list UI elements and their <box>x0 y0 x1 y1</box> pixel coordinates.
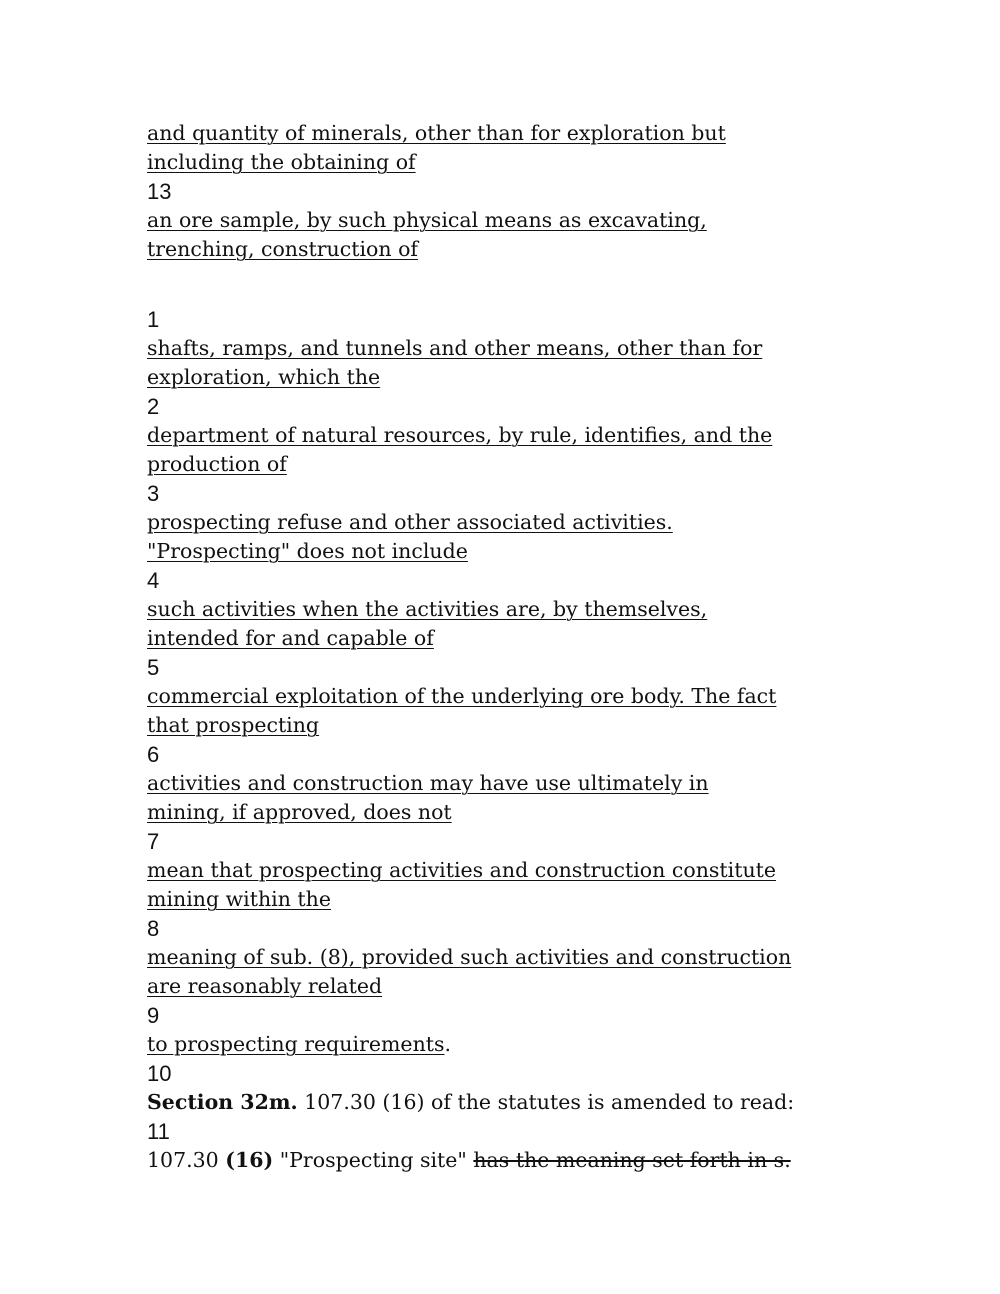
page-break <box>147 264 867 305</box>
text-line: including the obtaining of <box>147 150 416 174</box>
text-line: mining, if approved, does not <box>147 800 452 824</box>
text-line: "Prospecting" does not include <box>147 539 468 563</box>
subsection-label: (16) <box>225 1148 274 1172</box>
text-line: trenching, construction of <box>147 237 419 261</box>
text-line: commercial exploitation of the underlying ore body. The fact <box>147 684 777 708</box>
line-number: 8 <box>147 916 160 941</box>
text-line: meaning of sub. (8), provided such activities and construction <box>147 945 792 969</box>
text-line <box>147 1146 867 1175</box>
line-number: 3 <box>147 481 160 506</box>
text-line: intended for and capable of <box>147 626 434 650</box>
text-line: activities and construction may have use ultimately in <box>147 771 709 795</box>
section-text: 107.30 (16) of the statutes is amended to read: <box>297 1090 795 1114</box>
document-page <box>147 119 867 1175</box>
line-number: 10 <box>147 1061 172 1086</box>
text-line: department of natural resources, by rule, identifies, and the <box>147 423 773 447</box>
text-line: that prospecting <box>147 713 320 737</box>
inserted-text: to prospecting requirements <box>147 1032 445 1056</box>
text-line: mean that prospecting activities and construction constitute <box>147 858 777 882</box>
text-line: are reasonably related <box>147 974 383 998</box>
text-line: and quantity of minerals, other than for exploration but <box>147 121 726 145</box>
line-number: 13 <box>147 179 172 204</box>
line-number: 5 <box>147 655 160 680</box>
text-line: exploration, which the <box>147 365 381 389</box>
text-line: production of <box>147 452 287 476</box>
deleted-text: has the meaning set forth in s. <box>473 1148 791 1172</box>
text-line <box>147 1030 867 1059</box>
line-number: 9 <box>147 1003 160 1028</box>
line-number: 4 <box>147 568 160 593</box>
line-number: 7 <box>147 829 160 854</box>
period: . <box>444 1032 452 1056</box>
term: "Prospecting site" <box>273 1148 474 1172</box>
text-line: prospecting refuse and other associated activities. <box>147 510 673 534</box>
line-number: 11 <box>147 1119 170 1144</box>
line-number: 1 <box>147 307 160 332</box>
text-line: such activities when the activities are, by themselves, <box>147 597 708 621</box>
text-line: an ore sample, by such physical means as excavating, <box>147 208 707 232</box>
statute-number: 107.30 <box>147 1148 226 1172</box>
section-heading <box>147 1088 867 1117</box>
text-line: shafts, ramps, and tunnels and other means, other than for <box>147 336 763 360</box>
section-label: Section 32m. <box>147 1090 298 1114</box>
text-line: mining within the <box>147 887 331 911</box>
line-number: 6 <box>147 742 160 767</box>
line-number: 2 <box>147 394 160 419</box>
